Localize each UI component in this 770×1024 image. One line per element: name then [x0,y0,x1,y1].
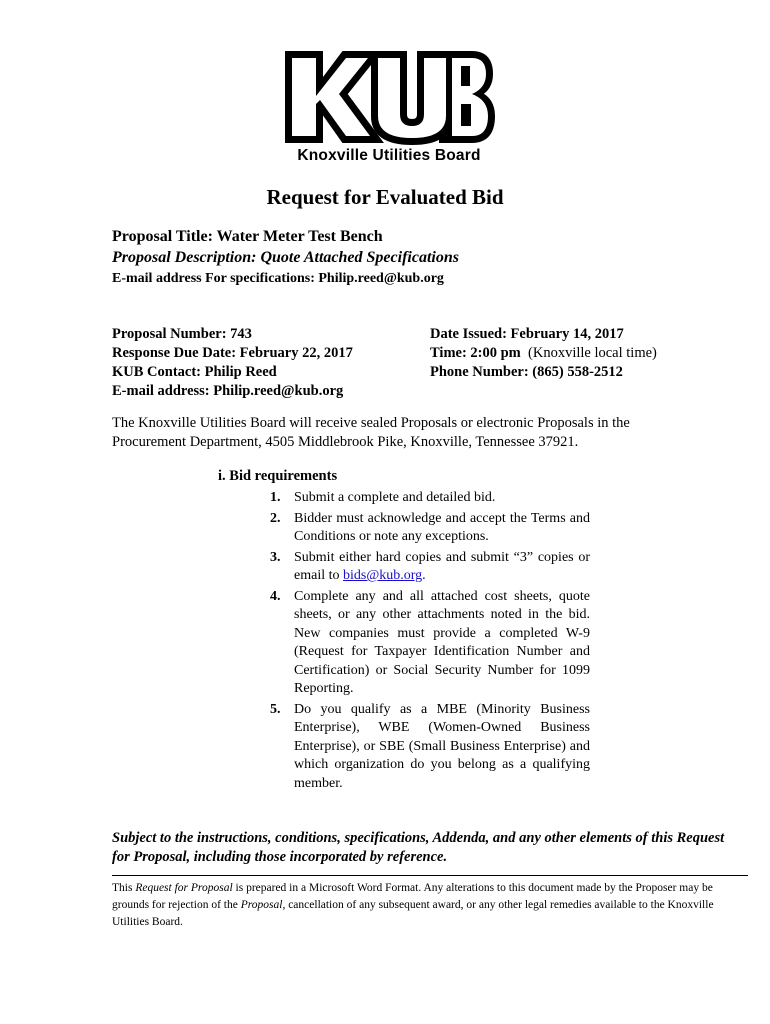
spec-email: E-mail address For specifications: Philip.reed@kub.org [112,271,444,286]
date-issued: Date Issued: February 14, 2017 [430,326,624,342]
phone-number: Phone Number: (865) 558-2512 [430,364,623,380]
document-title: Request for Evaluated Bid [266,185,504,209]
footer-italic: Proposal [240,899,283,911]
bid-requirements-heading: i. Bid requirements [218,468,338,484]
item-text: Submit a complete and detailed bid. [294,490,496,505]
contact-email: E-mail address: Philip.reed@kub.org [112,383,344,399]
item-number: 3. [270,549,281,565]
list-item [270,549,590,586]
intro-paragraph: The Knoxville Utilities Board will receive sealed Proposals or electronic Proposals in the Procurement Department, 4505 Middlebrook Pike, Knoxville, Tennessee 37921. [112,415,630,450]
bid-requirements-list [270,489,590,795]
time-note: (Knoxville local time) [528,345,657,361]
kub-letters-graphic [276,46,496,146]
footer-text: is prepared in a Microsoft Word Format. Any alterations to this document made by the Proposer may be grounds for rejection of the [112,882,713,911]
item-text: Do you qualify as a MBE (Minority Business Enterprise), WBE (Women-Owned Business Enterprise), or SBE (Small Business Enterprise) and which organization do you belong as a qualifying member. [294,701,590,791]
kub-contact: KUB Contact: Philip Reed [112,364,277,380]
list-item [270,701,590,794]
proposal-info-right [430,325,657,382]
footer-notice [112,880,732,931]
time-label: Time: 2:00 pm [430,345,521,361]
proposal-description: Proposal Description: Quote Attached Specifications [112,249,459,266]
item-number: 1. [270,490,281,505]
item-number: 5. [270,701,281,717]
item-text: Submit either hard copies and submit “3” copies or email to [294,549,590,583]
item-number: 2. [270,510,281,526]
kub-logo [276,46,496,171]
time-line [430,344,657,363]
footer-italic: Request for Proposal [135,882,233,894]
item-number: 4. [270,588,281,604]
logo-subtitle: Knoxville Utilities Board [297,147,481,164]
item-text: Bidder must acknowledge and accept the Terms and Conditions or note any exceptions. [294,510,590,544]
list-item [270,510,590,547]
item-text-end: . [422,568,426,583]
bids-email-link[interactable]: bids@kub.org [343,568,423,583]
divider [112,875,748,876]
response-due-date: Response Due Date: February 22, 2017 [112,345,353,361]
footer-text: This [112,882,136,894]
subject-statement: Subject to the instructions, conditions, specifications, Addenda, and any other elements of this Request for Proposal, including those incorporated by reference. [112,830,725,865]
proposal-info-left [112,325,353,401]
list-item [270,489,590,508]
list-item [270,588,590,699]
footer-text: , cancellation of any subsequent award, or any other legal remedies available to the Knoxville Utilities Board. [112,899,714,928]
proposal-title: Proposal Title: Water Meter Test Bench [112,228,383,245]
proposal-number: Proposal Number: 743 [112,326,252,342]
item-text: Complete any and all attached cost sheets, quote sheets, or any other attachments noted in the bid. New companies must provide a completed W-9 (Request for Taxpayer Identification Number and Certification) or Social Security Number for 1099 Reporting. [294,588,590,696]
